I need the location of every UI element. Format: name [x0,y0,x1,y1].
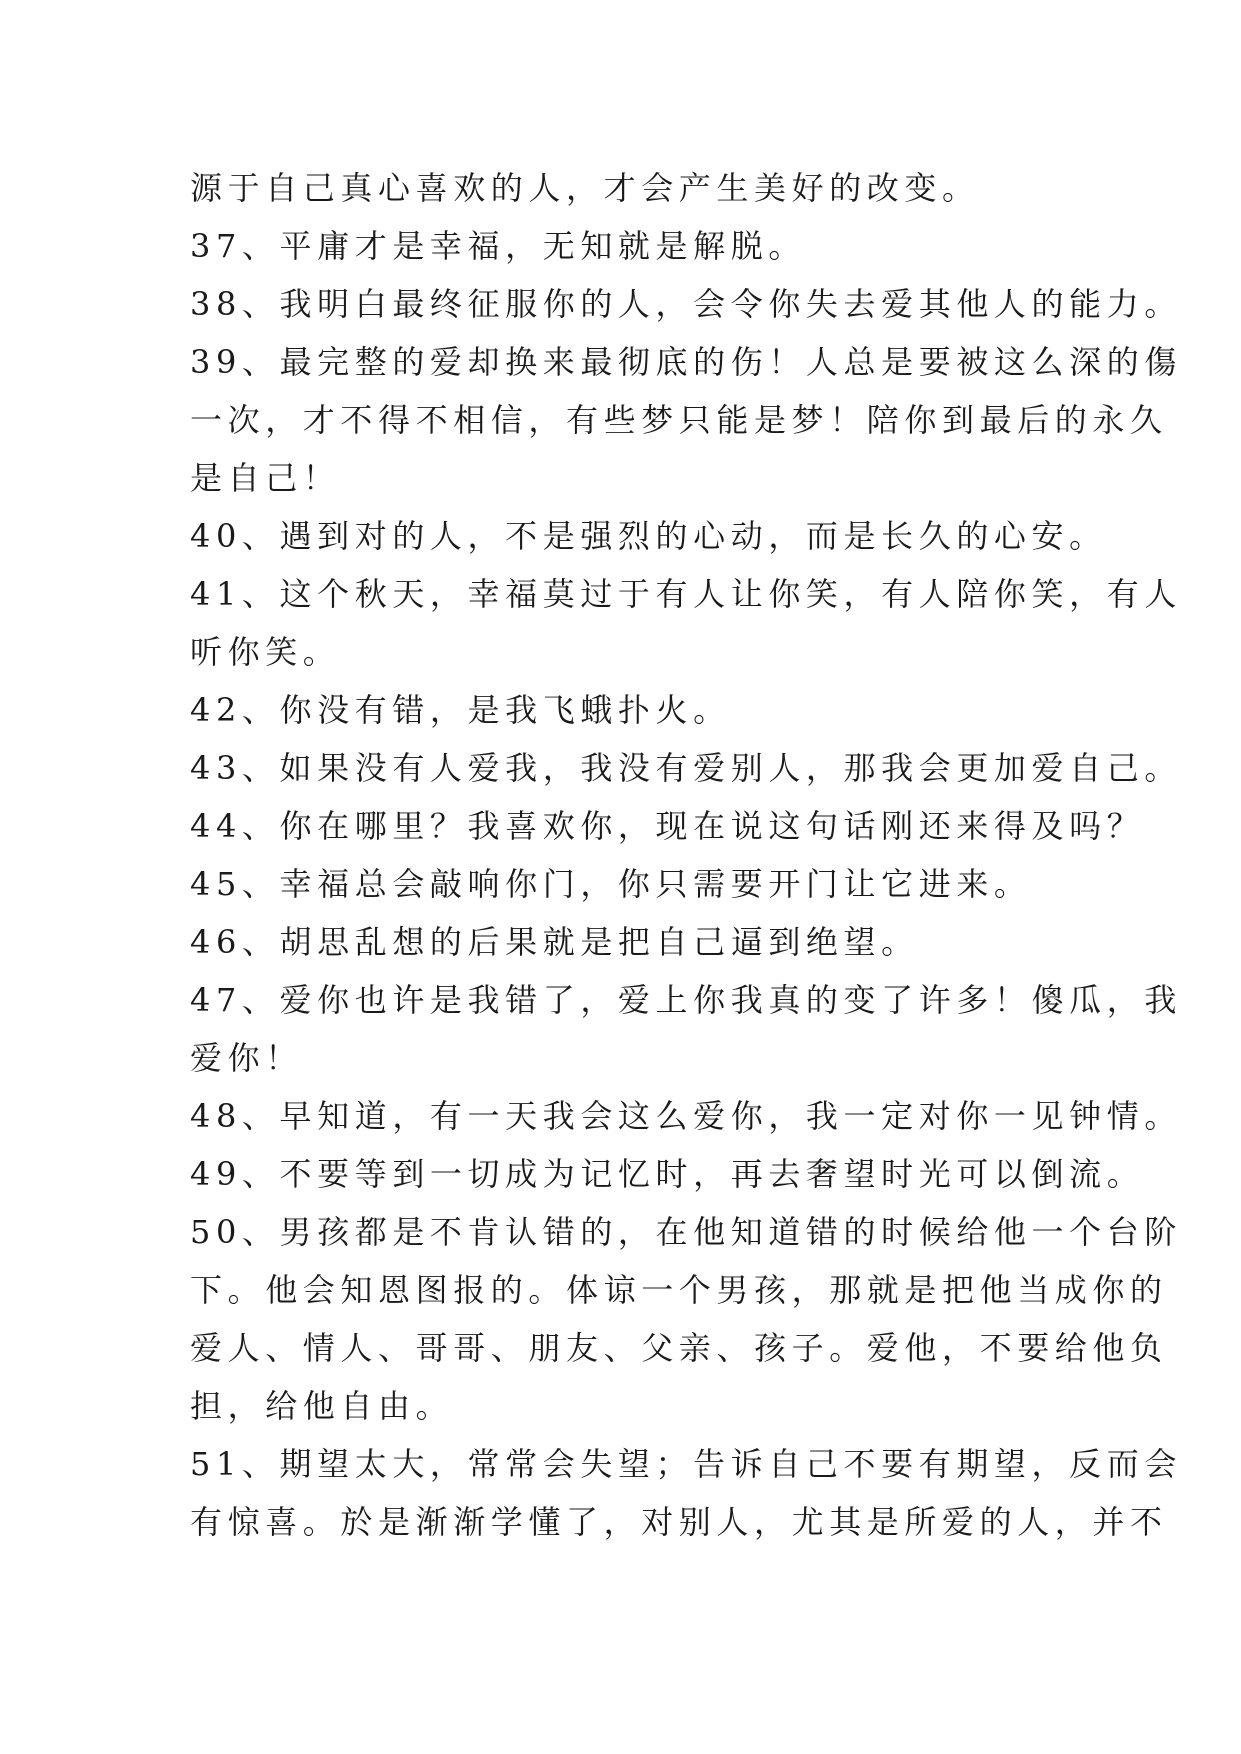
text-line: 听你笑。 [190,633,341,671]
text-line: 44、你在哪里？我喜欢你，现在说这句话刚还来得及吗？ [190,807,1145,845]
text-line: 51、期望太大，常常会失望；告诉自己不要有期望，反而会 [190,1445,1182,1483]
text-line: 是自己！ [190,459,341,497]
text-line: 50、男孩都是不肯认错的，在他知道错的时候给他一个台阶 [190,1213,1182,1251]
text-line: 源于自己真心喜欢的人，才会产生美好的改变。 [190,169,980,207]
text-line: 下。他会知恩图报的。体谅一个男孩，那就是把他当成你的 [190,1271,1168,1309]
text-line: 爱你！ [190,1039,303,1077]
text-line: 一次，才不得不相信，有些梦只能是梦！陪你到最后的永久 [190,401,1168,439]
text-line: 45、幸福总会敲响你门，你只需要开门让它进来。 [190,865,1032,903]
text-line: 43、如果没有人爱我，我没有爱别人，那我会更加爱自己。 [190,749,1182,787]
text-line: 41、这个秋天，幸福莫过于有人让你笑，有人陪你笑，有人 [190,575,1182,613]
text-line: 46、胡思乱想的后果就是把自己逼到绝望。 [190,923,919,961]
text-line: 40、遇到对的人，不是强烈的心动，而是长久的心安。 [190,517,1107,555]
text-line: 42、你没有错，是我飞蛾扑火。 [190,691,731,729]
document-body [190,159,1182,1551]
text-line: 担，给他自由。 [190,1387,454,1425]
text-line: 37、平庸才是幸福，无知就是解脱。 [190,227,806,265]
text-line: 39、最完整的爱却换来最彻底的伤！人总是要被这么深的傷 [190,343,1182,381]
text-line: 爱人、情人、哥哥、朋友、父亲、孩子。爱他，不要给他负 [190,1329,1168,1367]
text-line: 有惊喜。於是渐渐学懂了，对别人，尤其是所爱的人，并不 [190,1503,1168,1541]
text-line: 38、我明白最终征服你的人，会令你失去爱其他人的能力。 [190,285,1182,323]
text-line: 48、早知道，有一天我会这么爱你，我一定对你一见钟情。 [190,1097,1182,1135]
text-line: 49、不要等到一切成为记忆时，再去奢望时光可以倒流。 [190,1155,1145,1193]
text-line: 47、爱你也许是我错了，爱上你我真的变了许多！傻瓜，我 [190,981,1182,1019]
